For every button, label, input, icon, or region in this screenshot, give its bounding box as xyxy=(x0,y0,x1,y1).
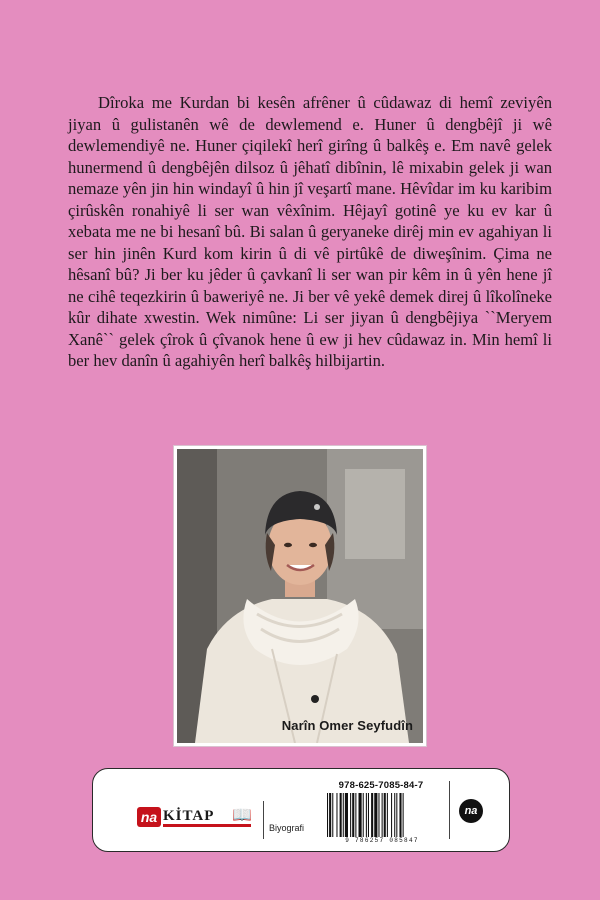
publisher-panel xyxy=(92,768,510,852)
logo-underline xyxy=(163,824,251,827)
barcode-bar xyxy=(350,793,351,837)
back-cover-paragraph: Dîroka me Kurdan bi kesên afrêner û cûdawaz di hemî zeviyên jiyan û gulistanên wê de dewlemend e. Huner û dengbêjî ji wê dewlemendiyê ne. Huner çiqilekî herî girîng û balkêş e. Em navê gelek hunermend û dengbêjên dilsoz û jêhatî dibînin, lê mixabin gelek ji wan nemaze yên jin hin windayî û hin jî veşartî mane. Hêvîdar im ku karibim çirûskên ronahiyê li ser wan vêxînim. Hêjayî gotinê ye ku ev kar û xebata me ne bi hesanî bû. Bi salan û geryaneke dirêj min ev agahiyan li ser hin jinên Kurd kom kirin û di vê pirtûkê de diweşînim. Çima ne hêsanî bû? Ji ber ku jêder û çavkanî li ser wan pir kêm in û yên hene jî ne cihê teqezkirin û baweriyê ne. Ji ber vê yekê demek direj û lîkolîneke kûr dihate xwestin. Wek nimûne: Li ser jiyan û dengbêjiya ``Meryem Xanê`` gelek çîrok û çîvanok hene û ew ji hev cûdawaz in. Min hemî li ber hev danîn û agahiyên herî balkêş hilbijartin. xyxy=(68,93,552,370)
barcode-bar xyxy=(359,793,362,837)
barcode-bar xyxy=(374,793,377,837)
barcode-bar xyxy=(382,793,383,837)
barcode-bar xyxy=(352,793,354,837)
barcode-bar xyxy=(343,793,344,837)
barcode-bar xyxy=(363,793,364,837)
barcode-bar xyxy=(366,793,367,837)
barcode-bar xyxy=(336,793,337,837)
barcode-bar xyxy=(327,793,328,837)
barcode-bar xyxy=(394,793,395,837)
barcode-bar xyxy=(355,793,356,837)
barcode xyxy=(325,793,439,837)
isbn-number: 978-625-7085-84-7 xyxy=(338,780,424,791)
barcode-bar xyxy=(403,793,404,837)
barcode-bar xyxy=(384,793,386,837)
barcode-bar xyxy=(399,793,401,837)
author-photo-frame xyxy=(174,446,426,746)
barcode-bar xyxy=(368,793,369,837)
barcode-bar xyxy=(391,793,392,837)
author-name: Narîn Omer Seyfudîn xyxy=(281,718,413,733)
author-portrait-illustration xyxy=(177,449,423,743)
barcode-bar xyxy=(332,793,333,837)
barcode-bar xyxy=(340,793,342,837)
publisher-logo xyxy=(137,807,257,827)
barcode-digits: 9 786257 085847 xyxy=(345,837,419,844)
author-photo xyxy=(177,449,423,743)
divider xyxy=(263,801,264,839)
barcode-bar xyxy=(396,793,397,837)
publisher-logo-na: na xyxy=(137,807,161,827)
barcode-bar xyxy=(378,793,379,837)
genre-label: Biyografi xyxy=(269,823,305,833)
publisher-circle-logo: na xyxy=(459,799,483,823)
open-book-icon: 📖 xyxy=(232,807,252,824)
publisher-logo-kitap: KİTAP xyxy=(163,808,215,824)
barcode-bar xyxy=(387,793,388,837)
barcode-bar xyxy=(371,793,373,837)
barcode-bar xyxy=(329,793,331,837)
barcode-bar xyxy=(345,793,348,837)
divider xyxy=(449,781,450,839)
